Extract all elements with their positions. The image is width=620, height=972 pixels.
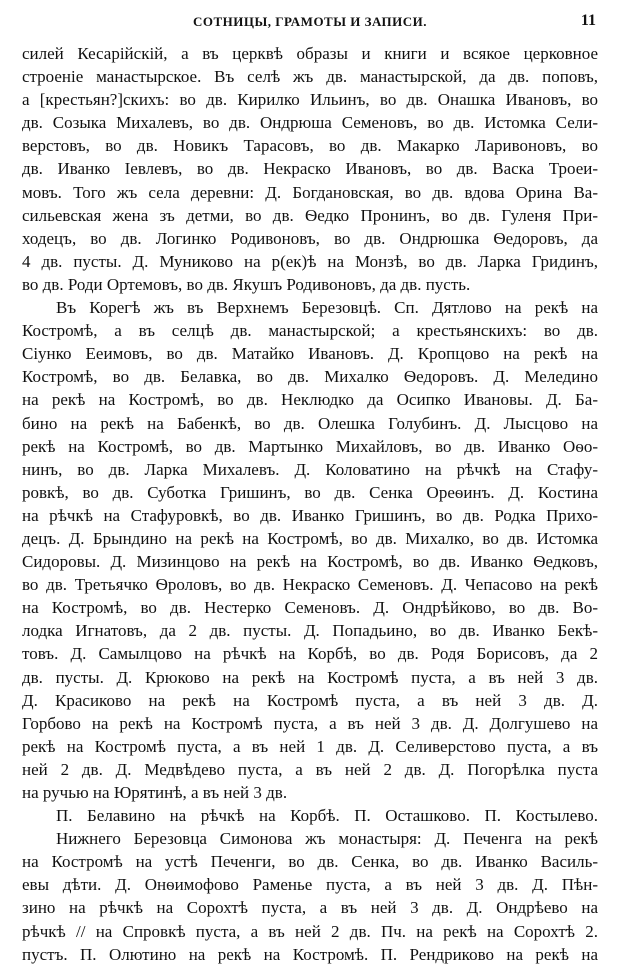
text-line: рѣчкѣ // на Спровкѣ пуста, а въ ней 2 дв. Пч. на рекѣ на Сорохтѣ 2. [22, 921, 598, 941]
running-title: СОТНИЦЫ, ГРАМОТЫ И ЗАПИСИ. [192, 14, 428, 29]
text-line: нинъ, во дв. Ларка Михалевъ. Д. Коловатино на рѣчкѣ на Стафу- [22, 459, 598, 479]
text-line: силей Кесарійскій, а въ церквѣ образы и книги и всякое церковное [22, 44, 598, 63]
text-line: дв. Созыка Михалевъ, во дв. Ондрюша Семеновъ, во дв. Истомка Сели- [22, 113, 598, 133]
page-number: 11 [580, 12, 596, 29]
text-line: бино на рекѣ на Бабенкѣ, во дв. Олешка Голубинъ. Д. Лысцово на [22, 413, 598, 433]
text-line: на рѣчкѣ на Стафуровкѣ, во дв. Иванко Гришинъ, во дв. Родка Прихо- [22, 505, 598, 525]
text-line: децъ. Д. Брындино на рекѣ на Костромѣ, во дв. Михалко, во дв. Истомка [22, 528, 598, 548]
text-line: на рекѣ на Костромѣ, во дв. Неклюдко да Осипко Ивановы. Д. Ба- [22, 390, 598, 410]
text-line: товъ. Д. Самылцово на рѣчкѣ на Корбѣ, во дв. Родя Борисовъ, да 2 [22, 644, 598, 664]
text-line: пустъ. П. Олютино на рекѣ на Костромѣ. П. Рендриково на рекѣ на [22, 944, 598, 964]
page-header [24, 10, 596, 34]
body-text [22, 42, 598, 966]
text-line: евы дѣти. Д. Онѳимофово Раменье пуста, а въ ней 3 дв. Д. Пѣн- [22, 875, 598, 895]
text-line: ходецъ, во дв. Логинко Родивоновъ, во дв. Ондрюшка Ѳедоровъ, да [22, 228, 598, 248]
paragraph-start-line: Нижнего Березовца Симонова жъ монастыря: Д. Печенга на рекѣ [56, 829, 598, 849]
text-line: а [крестьян?]скихъ: во дв. Кирилко Ильинъ, во дв. Онашка Ивановъ, во [22, 90, 598, 110]
text-line: Сидоровы. Д. Мизинцово на рекѣ на Костромѣ, во дв. Иванко Ѳедковъ, [22, 552, 598, 572]
text-line: Горбово на рекѣ на Костромѣ пуста, а въ ней 3 дв. Д. Долгушево на [22, 713, 598, 733]
paragraph-start-line: П. Белавино на рѣчкѣ на Корбѣ. П. Осташково. П. Костылево. [56, 806, 598, 826]
text-line: ней 2 дв. Д. Медвѣдево пуста, а въ ней 2 дв. Д. Погорѣлка пуста [22, 759, 598, 779]
text-line: Сіунко Ееимовъ, во дв. Матайко Ивановъ. Д. Кропцово на рекѣ на [22, 344, 598, 364]
text-line: ровкѣ, во дв. Суботка Гришинъ, во дв. Сенка Ореѳинъ. Д. Костина [22, 482, 598, 502]
text-line: во дв. Роди Ортемовъ, во дв. Якушъ Родивоновъ, да дв. пусть. [22, 274, 471, 294]
text-line: рекѣ на Костромѣ, во дв. Мартынко Михайловъ, во дв. Иванко Оѳо- [22, 436, 598, 456]
text-line: мовъ. Того жъ села деревни: Д. Богдановская, во дв. вдова Орина Ва- [22, 182, 598, 202]
text-line: Костромѣ, а въ селцѣ дв. манастырской; а крестьянскихъ: во дв. [22, 321, 598, 341]
text-line: на Костромѣ, во дв. Нестерко Семеновъ. Д. Ондрѣйково, во дв. Во- [22, 598, 598, 618]
text-line: Костромѣ, во дв. Белавка, во дв. Михалко Ѳедоровъ. Д. Меледино [22, 367, 598, 387]
text-line: лодка Игнатовъ, да 2 дв. пусты. Д. Попадьино, во дв. Иванко Бекѣ- [22, 621, 598, 641]
text-line: строеніе манастырское. Въ селѣ жъ дв. манастырской, да дв. поповъ, [22, 67, 598, 87]
text-line: на Костромѣ на устѣ Печенги, во дв. Сенка, во дв. Иванко Василь- [22, 852, 598, 872]
text-line: во дв. Третьячко Ѳроловъ, во дв. Некраско Семеновъ. Д. Чепасово на рекѣ [22, 575, 598, 595]
text-line: верстовъ, во дв. Новикъ Тарасовъ, во дв. Макарко Ларивоновъ, во [22, 136, 598, 156]
text-line: на ручью на Юрятинѣ, а въ ней 3 дв. [22, 783, 288, 802]
text-line: зино на рѣчкѣ на Сорохтѣ пуста, а въ ней 3 дв. Д. Ондрѣево на [22, 898, 598, 918]
text-line: дв. Иванко Іевлевъ, во дв. Некраско Ивановъ, во дв. Васка Троеи- [22, 159, 598, 179]
text-line: сильевская жена зъ детми, во дв. Ѳедко Пронинъ, во дв. Гуленя При- [22, 205, 598, 225]
text-line: 4 дв. пусты. Д. Муниково на р(ек)ѣ на Монзѣ, во дв. Ларка Гридинъ, [22, 251, 598, 271]
text-line: рекѣ на Костромѣ пуста, а въ ней 1 дв. Д. Селиверстово пуста, а въ [22, 736, 598, 756]
text-line: дв. пусты. Д. Крюково на рекѣ на Костромѣ пуста, а въ ней 3 дв. [22, 667, 598, 687]
paragraph-start-line: Въ Корегѣ жъ въ Верхнемъ Березовцѣ. Сп. Дятлово на рекѣ на [56, 298, 598, 318]
text-line: Д. Красиково на рекѣ на Костромѣ пуста, а въ ней 3 дв. Д. [22, 690, 598, 710]
